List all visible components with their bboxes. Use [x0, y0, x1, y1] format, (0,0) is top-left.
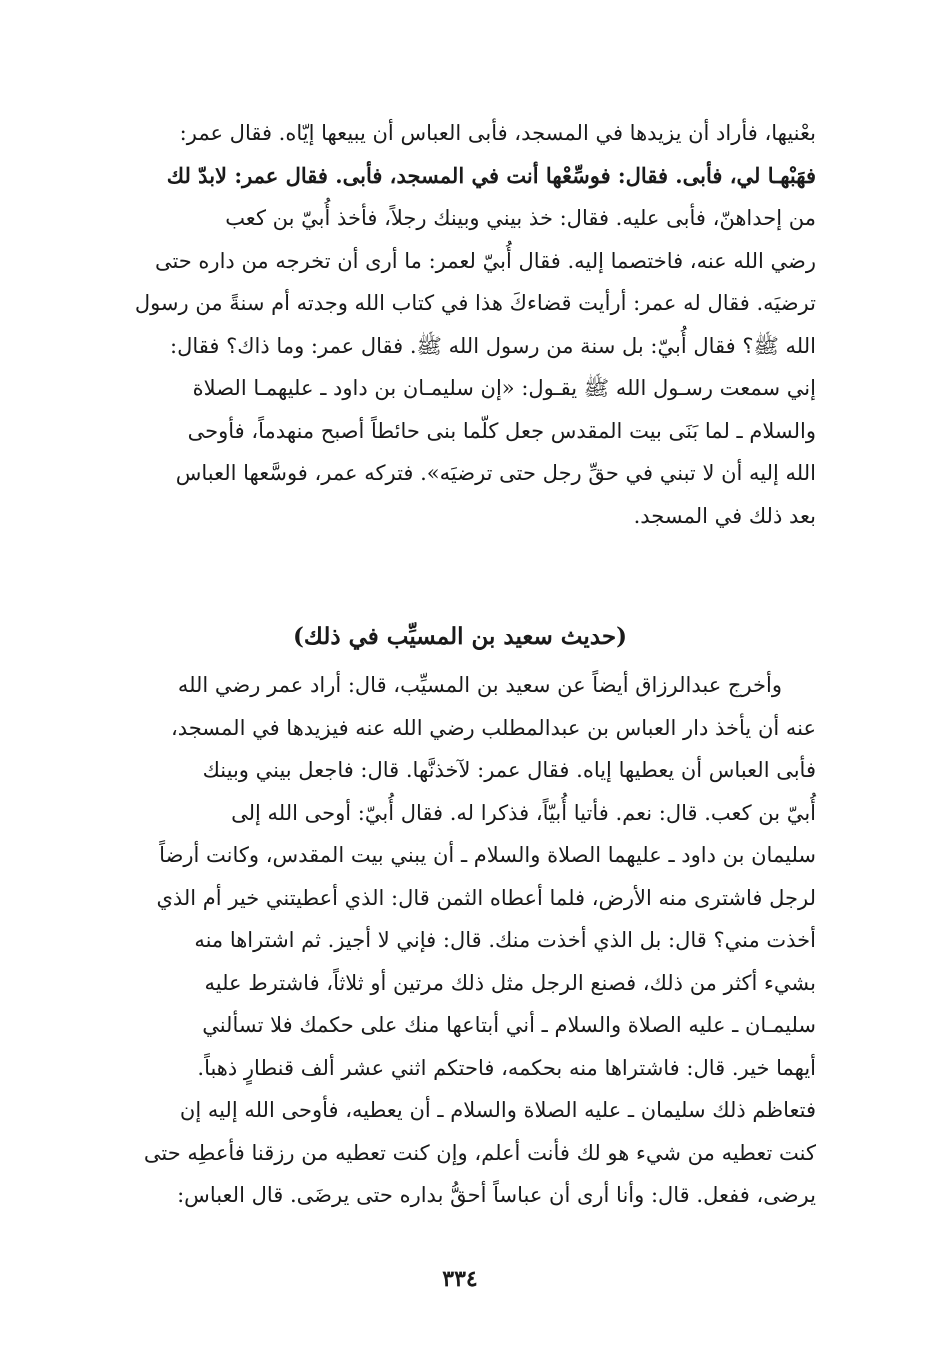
text-line: الله ﷺ؟ فقال أُبيّ: بل سنة من رسول الله ﷺ. فقال عمر: وما ذاك؟ فقال: [170, 333, 816, 358]
paragraph-said-ibn-al-musayyib [104, 664, 816, 1217]
text-line: وأخرج عبدالرزاق أيضاً عن سعيد بن المسيِّب، قال: أراد عمر رضي الله [177, 673, 782, 697]
text-line: من إحداهنّ، فأبى عليه. فقال: خذ بيني وبينك رجلاً، فأخذ أُبيّ بن كعب [225, 206, 816, 230]
text-line: ترضيَه. فقال له عمر: أرأيت قضاءكَ هذا في كتاب الله وجدته أم سنةً من رسول [134, 291, 816, 315]
text-line: الله إليه أن لا تبني في حقِّ رجل حتى ترضيَه». فتركه عمر، فوسَّعها العباس [175, 461, 816, 485]
page-number: ٣٣٤ [442, 1266, 478, 1292]
text-line: أخذت مني؟ قال: بل الذي أخذت منك. قال: فإني لا أجيز. ثم اشتراها منه [194, 928, 816, 952]
paragraph-continuation [104, 112, 816, 537]
text-line: أيهما خير. قال: فاشتراها منه بحكمه، فاحتكم اثني عشر ألف قنطارٍ ذهباً. [197, 1055, 816, 1080]
text-line: بعْنيها، فأراد أن يزيدها في المسجد، فأبى العباس أن يبيعها إيّاه. فقال عمر: [179, 121, 816, 145]
text-line: فتعاظم ذلك سليمان ـ عليه الصلاة والسلام ـ أن يعطيه، فأوحى الله إليه إن [179, 1098, 816, 1122]
text-line: والسلام ـ لما بَنَى بيت المقدس جعل كلّما بنى حائطاً أصبح منهدماً، فأوحى [187, 418, 816, 443]
text-line: سليمان بن داود ـ عليهما الصلاة والسلام ـ أن يبني بيت المقدس، وكانت أرضاً [159, 843, 816, 867]
text-line: سليمـان ـ عليه الصلاة والسلام ـ أني أبتاعها منك على حكمك فلا تسألني [202, 1013, 816, 1037]
section-heading: (حديث سعيد بن المسيِّب في ذلك) [293, 623, 627, 650]
text-line: كنت تعطيه من شيء هو لك فأنت أعلم، وإن كنت تعطيه من رزقنا فأعطِه حتى [143, 1140, 816, 1165]
book-page [104, 112, 816, 1342]
text-line: بشيء أكثر من ذلك، فصنع الرجل مثل ذلك مرتين أو ثلاثاً، فاشترط عليه [204, 970, 816, 995]
text-line: عنه أن يأخذ دار العباس بن عبدالمطلب رضي الله عنه فيزيدها في المسجد، [170, 715, 816, 740]
text-line: بعد ذلك في المسجد. [633, 503, 816, 528]
text-line: فهَبْهـا لي، فأبى. فقال: فوسِّعْها أنت في المسجد، فأبى. فقال عمر: لابدّ لك [166, 162, 816, 188]
text-line: أُبيّ بن كعب. قال: نعم. فأتيا أُبيّاً، فذكرا له. فقال أُبيّ: أوحى الله إلى [231, 800, 816, 825]
text-line: فأبى العباس أن يعطيها إياه. فقال عمر: لآخذنَّها. قال: فاجعل بيني وبينك [202, 758, 816, 782]
text-line: لرجل فاشترى منه الأرض، فلما أعطاه الثمن قال: الذي أعطيتني خير أم الذي [156, 885, 816, 910]
text-line: يرضى، ففعل. قال: وأنا أرى أن عباساً أحقُّ بداره حتى يرضَى. قال العباس: [177, 1183, 816, 1207]
text-line: رضي الله عنه، فاختصما إليه. فقال أُبيّ لعمر: ما أرى أن تخرجه من داره حتى [154, 248, 816, 273]
text-line: إني سمعت رسـول الله ﷺ يقـول: «إن سليمـان بن داود ـ عليهمـا الصلاة [192, 376, 816, 400]
